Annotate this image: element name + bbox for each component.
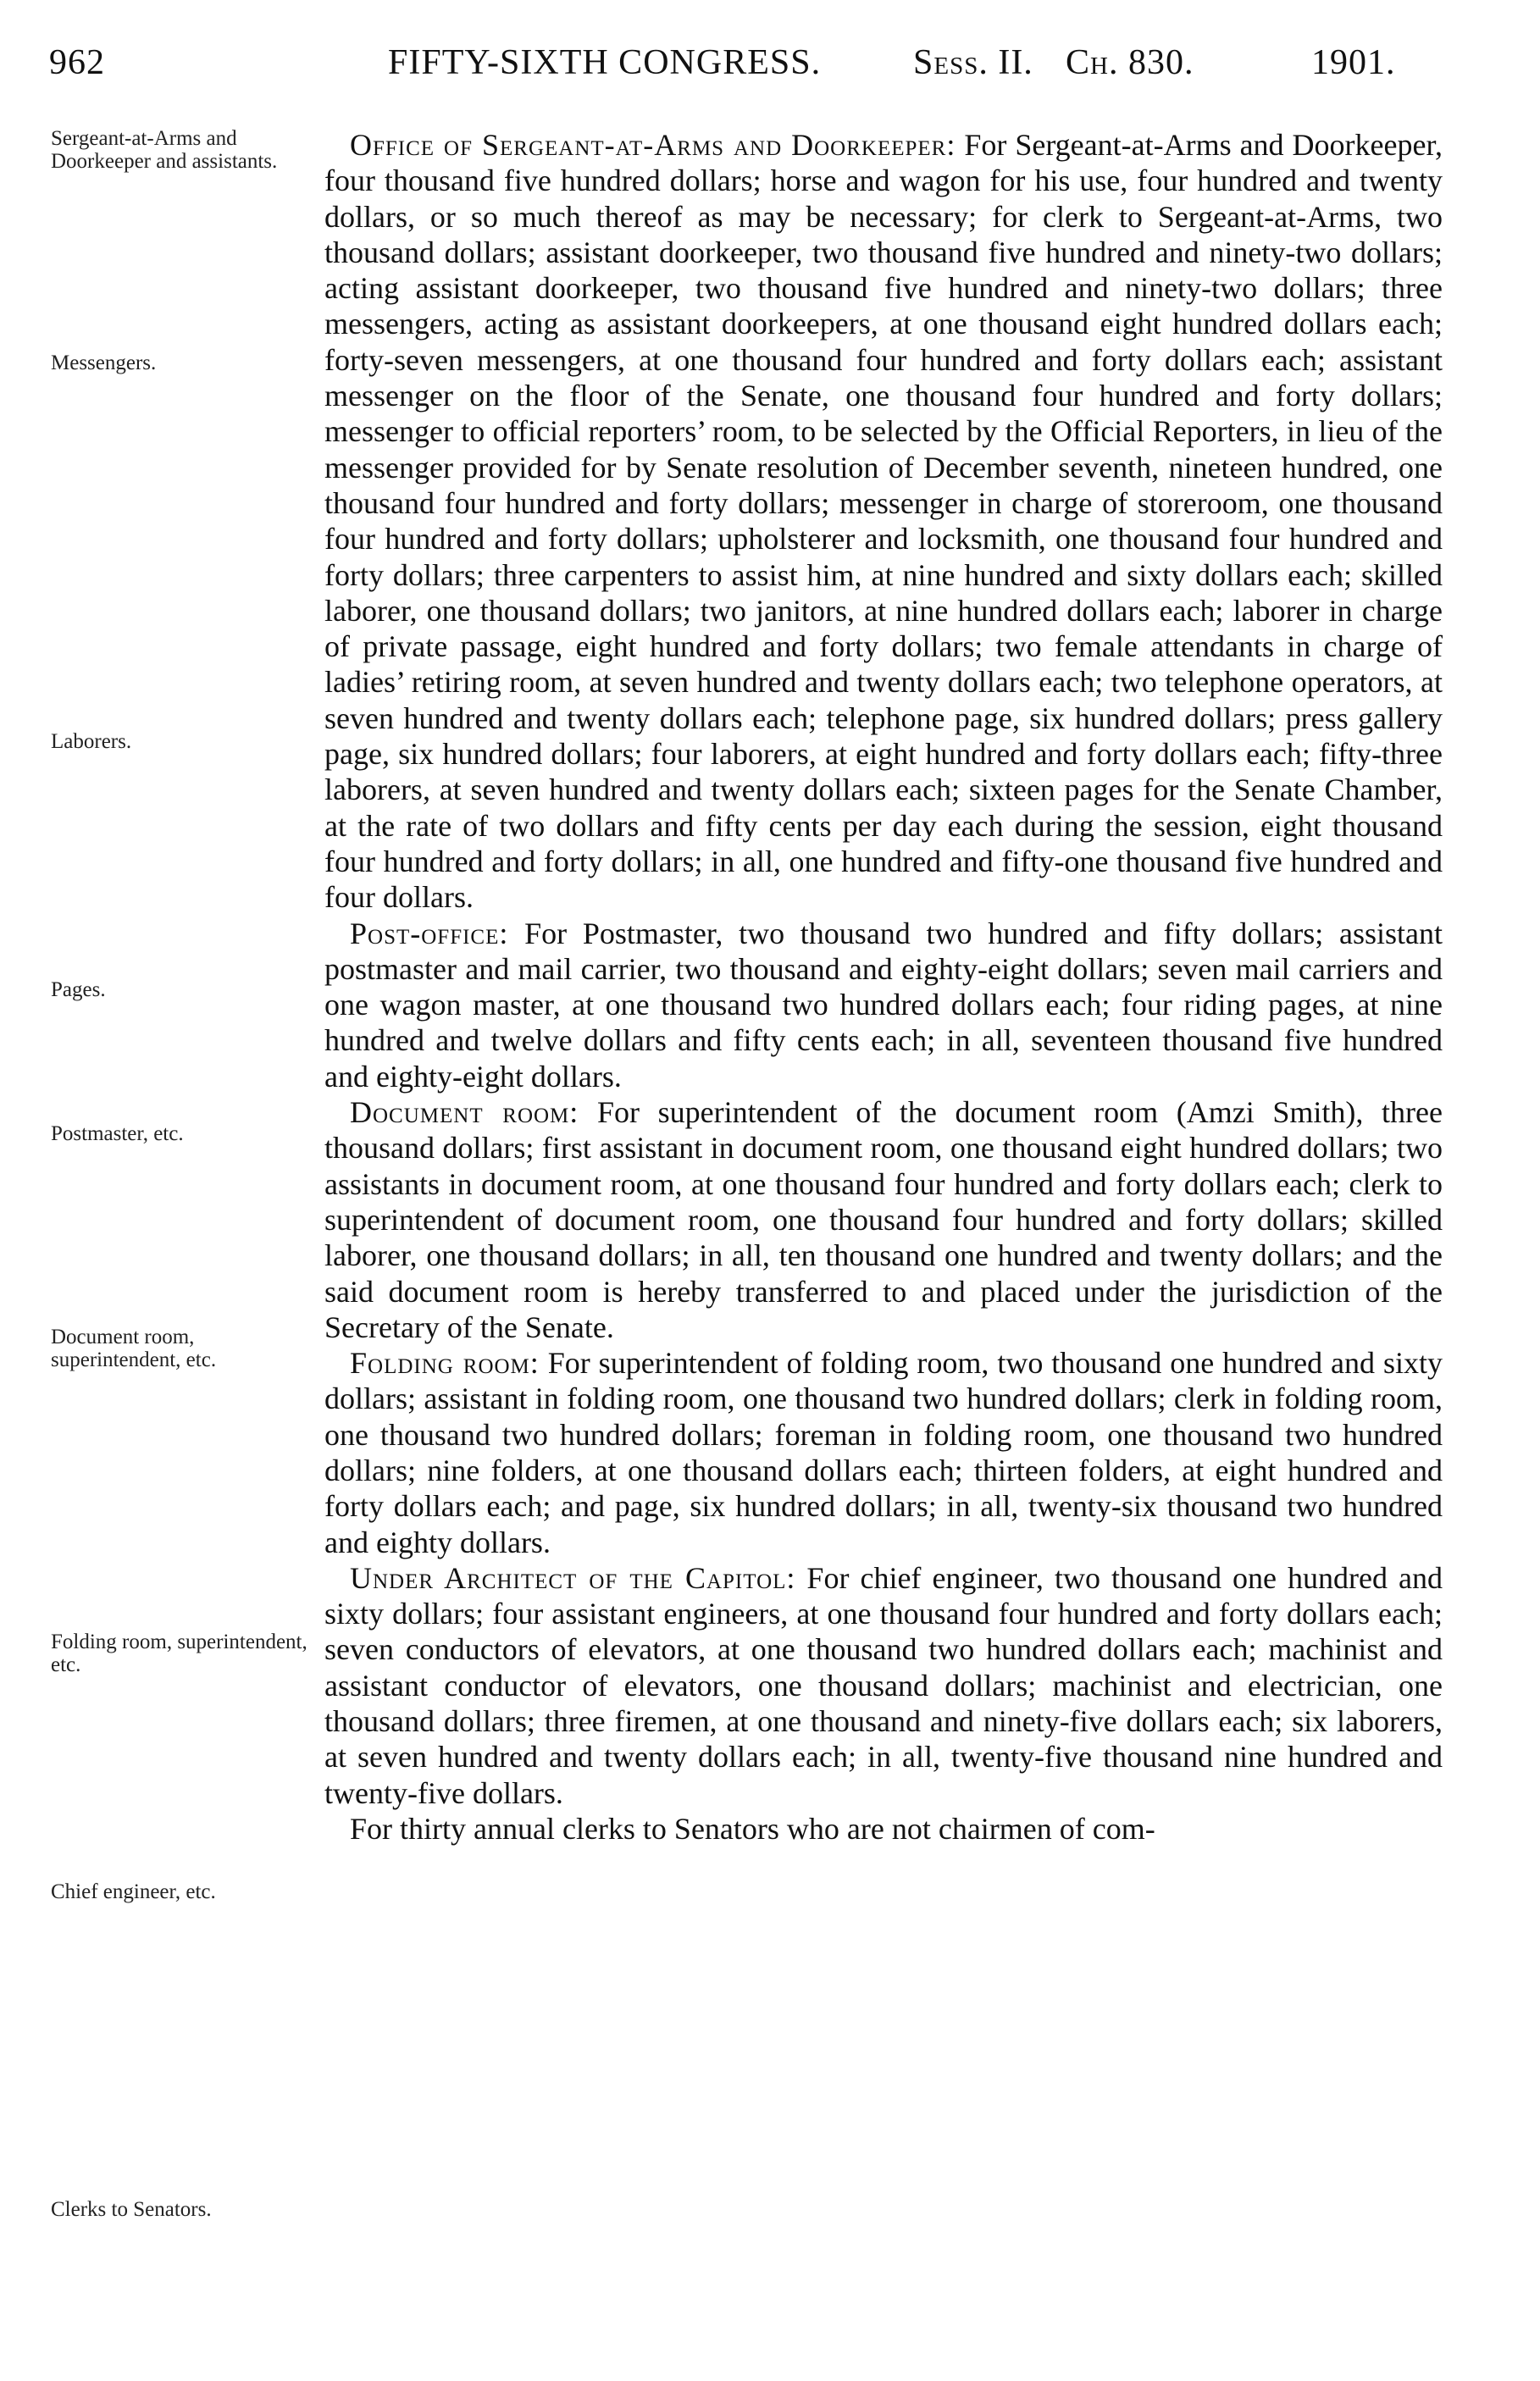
paragraph-text: For Postmaster, two thousand two hundred and fifty dollars; assistant postmaster and mail carrier, two thousand and eighty-eight dollars; seven mail carriers and one wagon master, at one thousand two hundred dollars each; four riding pages, at nine hundred and twelve dollars and fifty cents each; in all, seventeen thousand five hundred and eighty-eight dollars. <box>324 916 1443 1094</box>
margin-note-sergeant-at-arms: Sergeant-at-Arms and Doorkeeper and assistants. <box>51 127 278 173</box>
margin-note-pages: Pages. <box>51 978 106 1001</box>
margin-note-document-room: Document room, superintendent, etc. <box>51 1326 217 1371</box>
session-label: Sess. II. <box>913 43 1033 82</box>
paragraph-post-office <box>324 916 1443 1094</box>
body-text <box>324 127 1443 1847</box>
margin-note-messengers: Messengers. <box>51 352 157 374</box>
paragraph-folding-room <box>324 1345 1443 1560</box>
paragraph-clerks-to-senators <box>324 1811 1443 1847</box>
margin-note-laborers: Laborers. <box>51 730 132 753</box>
section-heading: Under Architect of the Capitol: <box>350 1560 796 1595</box>
margin-note-folding-room: Folding room, superintendent, etc. <box>51 1631 307 1676</box>
paragraph-sergeant-at-arms <box>324 127 1443 916</box>
running-title: FIFTY-SIXTH CONGRESS. <box>388 43 822 82</box>
margin-note-postmaster: Postmaster, etc. <box>51 1122 184 1145</box>
chapter-label: Ch. 830. <box>1066 43 1194 82</box>
paragraph-text: For superintendent of folding room, two thousand one hundred and sixty dollars; assistant in folding room, one thousand two hundred dollars; clerk in folding room, one thousand two hundred dollars; foreman in folding room, one thousand two hundred dollars; nine folders, at one thousand dollars each; thirteen folders, at eight hundred and forty dollars each; and page, six hundred dollars; in all, twenty-six thousand two hundred and eighty dollars. <box>324 1346 1443 1559</box>
section-heading: Office of Sergeant-at-Arms and Doorkeeper: <box>350 128 956 162</box>
paragraph-document-room <box>324 1094 1443 1345</box>
section-heading: Folding room: <box>350 1346 540 1381</box>
margin-note-chief-engineer: Chief engineer, etc. <box>51 1880 216 1903</box>
page-header <box>49 42 1438 93</box>
year-label: 1901. <box>1311 43 1396 82</box>
section-heading: Document room: <box>350 1095 579 1130</box>
paragraph-text: For chief engineer, two thousand one hundred and sixty dollars; four assistant engineers, at one thousand four hundred and forty dollars each; seven conductors of elevators, at one thousand two hundred dollars each; machinist and assistant conductor of elevators, one thousand dollars; machinist and electrician, one thousand dollars; three firemen, at one thousand and ninety-five dollars each; six laborers, at seven hundred and twenty dollars each; in all, twenty-five thousand nine hundred and twenty-five dollars. <box>324 1560 1443 1810</box>
page-number: 962 <box>49 43 105 82</box>
paragraph-architect-of-capitol <box>324 1560 1443 1811</box>
paragraph-text: For Sergeant-at-Arms and Doorkeeper, four thousand five hundred dollars; horse and wagon for his use, four hundred and twenty dollars, or so much thereof as may be necessary; for clerk to Sergeant-at-Arms, two thousand dollars; assistant doorkeeper, two thousand five hundred and ninety-two dollars; acting assistant doorkeeper, two thousand five hundred and ninety-two dollars; three messengers, acting as assistant doorkeepers, at one thousand eight hundred dollars each; forty-seven messengers, at one thousand four hundred and forty dollars each; assistant messenger on the floor of the Senate, one thousand four hundred and forty dollars; messenger to official reporters’ room, to be selected by the Official Reporters, in lieu of the messenger provided for by Senate resolution of December seventh, nineteen hundred, one thousand four hundred and forty dollars; messenger in charge of storeroom, one thousand four hundred and forty dollars; upholsterer and locksmith, one thousand four hundred and forty dollars; three carpenters to assist him, at nine hundred and sixty dollars each; skilled laborer, one thousand dollars; two janitors, at nine hundred dollars each; laborer in charge of private passage, eight hundred and forty dollars; two female attendants in charge of ladies’ retiring room, at seven hundred and twenty dollars each; two telephone operators, at seven hundred and twenty dollars each; telephone page, six hundred dollars; press gallery page, six hundred dollars; four laborers, at eight hundred and forty dollars each; fifty-three laborers, at seven hundred and twenty dollars each; sixteen pages for the Senate Chamber, at the rate of two dollars and fifty cents per day each during the session, eight thousand four hundred and forty dollars; in all, one hundred and fifty-one thousand five hundred and four dollars. <box>324 128 1443 915</box>
section-heading: Post-office: <box>350 916 509 950</box>
margin-note-clerks-to-senators: Clerks to Senators. <box>51 2198 212 2221</box>
paragraph-text: For superintendent of the document room (Amzi Smith), three thousand dollars; first assistant in document room, one thousand eight hundred dollars; two assistants in document room, at one thousand four hundred and forty dollars each; clerk to superintendent of document room, one thousand four hundred and forty dollars; skilled laborer, one thousand dollars; in all, ten thousand one hundred and twenty dollars; and the said document room is hereby transferred to and placed under the jurisdiction of the Secretary of the Senate. <box>324 1095 1443 1344</box>
paragraph-text: For thirty annual clerks to Senators who are not chairmen of com- <box>350 1811 1155 1846</box>
